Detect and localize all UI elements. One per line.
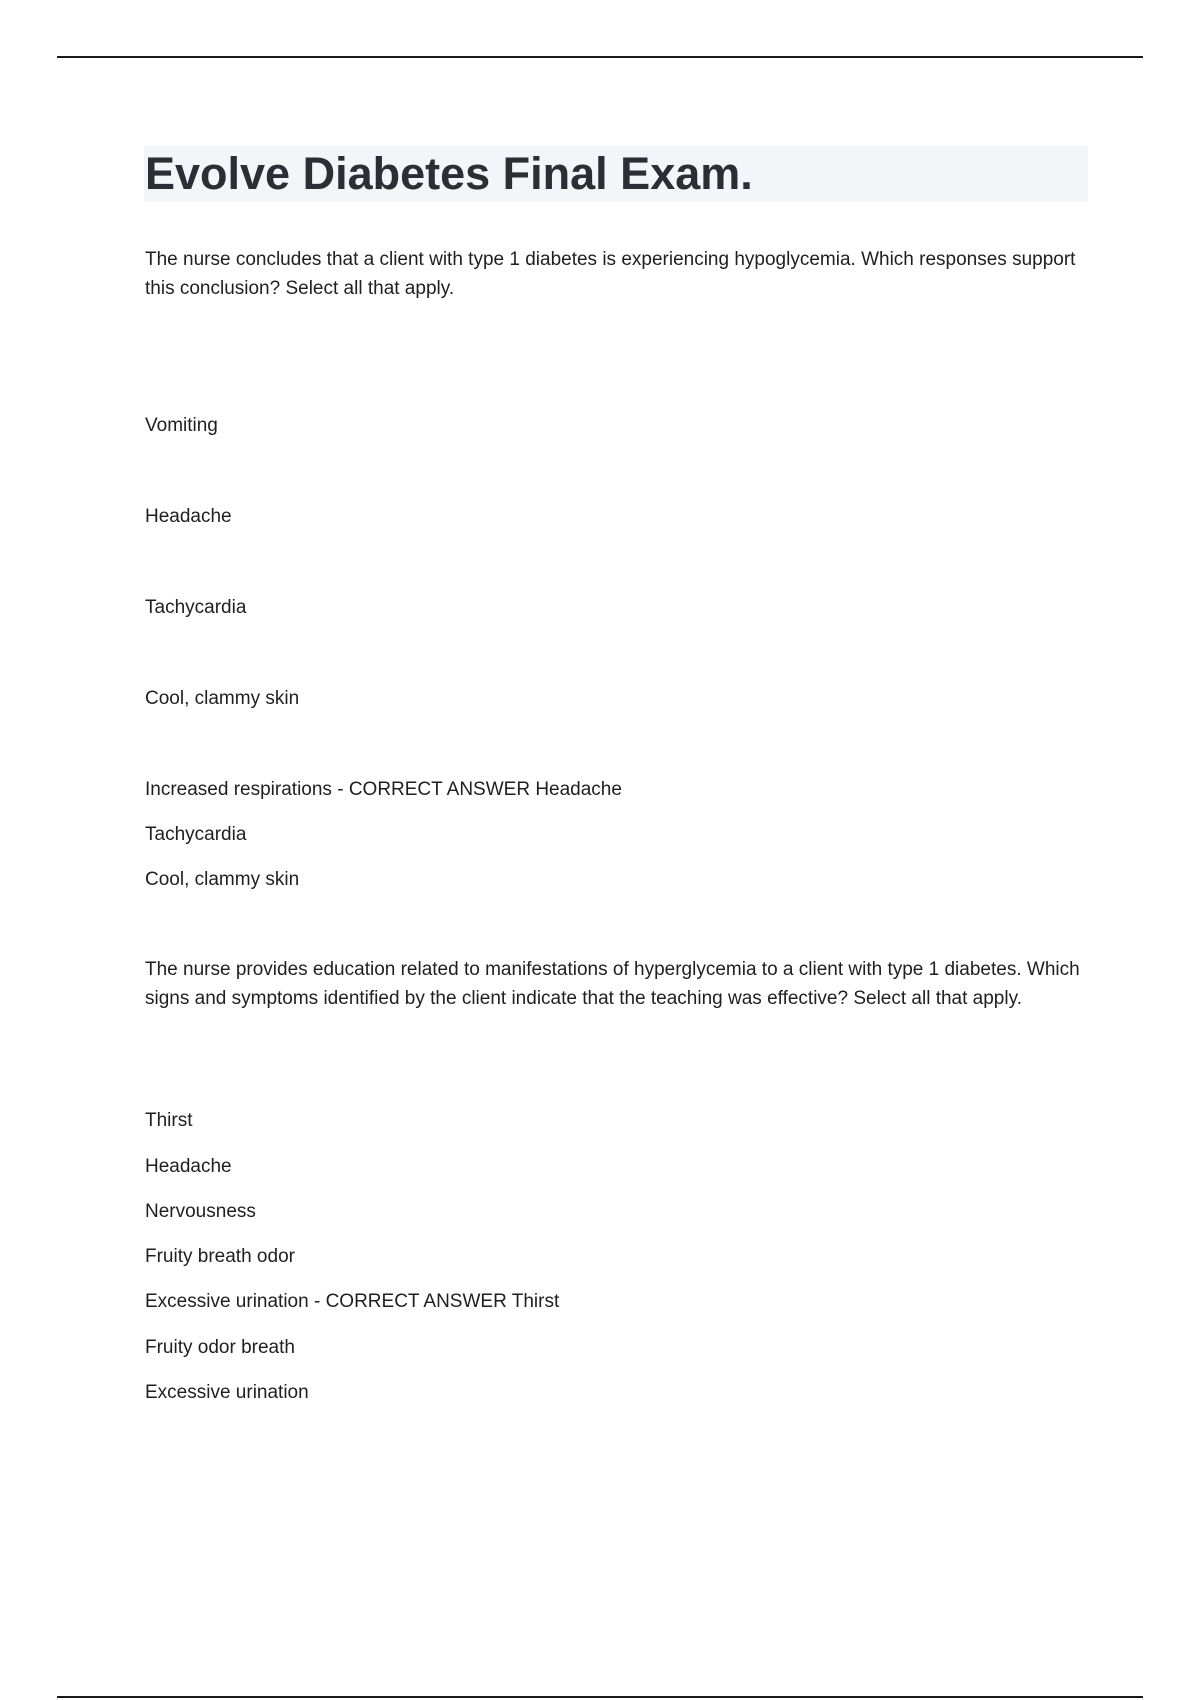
question-2-option-1: Thirst [145,1110,193,1131]
header-rule [57,56,1143,58]
question-1-option-4: Cool, clammy skin [145,688,300,709]
question-2-answer-2: Excessive urination [145,1382,309,1403]
question-2-answer-1: Fruity odor breath [145,1337,295,1358]
question-1-prompt: The nurse concludes that a client with type 1 diabetes is experiencing hypoglycemia. Which responses support this conclusion? Select all that apply. [145,249,1076,299]
question-1-option-5-with-answer: Increased respirations - CORRECT ANSWER Headache [145,779,622,800]
question-1-answer-2: Cool, clammy skin [145,869,300,890]
question-1-answer-1: Tachycardia [145,824,247,845]
question-2-option-2: Headache [145,1156,232,1177]
question-1-option-3: Tachycardia [145,597,247,618]
question-2-option-4: Fruity breath odor [145,1246,295,1267]
question-1-option-1: Vomiting [145,415,218,436]
question-2-option-5-with-answer: Excessive urination - CORRECT ANSWER Thirst [145,1291,560,1312]
question-1-option-2: Headache [145,506,232,527]
question-2-option-3: Nervousness [145,1201,256,1222]
document-title: Evolve Diabetes Final Exam. [145,148,753,199]
footer-rule [57,1696,1143,1698]
question-2-prompt: The nurse provides education related to manifestations of hyperglycemia to a client with type 1 diabetes. Which signs and symptoms identified by the client indicate that the teaching was effective? Select all that apply. [145,959,1080,1009]
